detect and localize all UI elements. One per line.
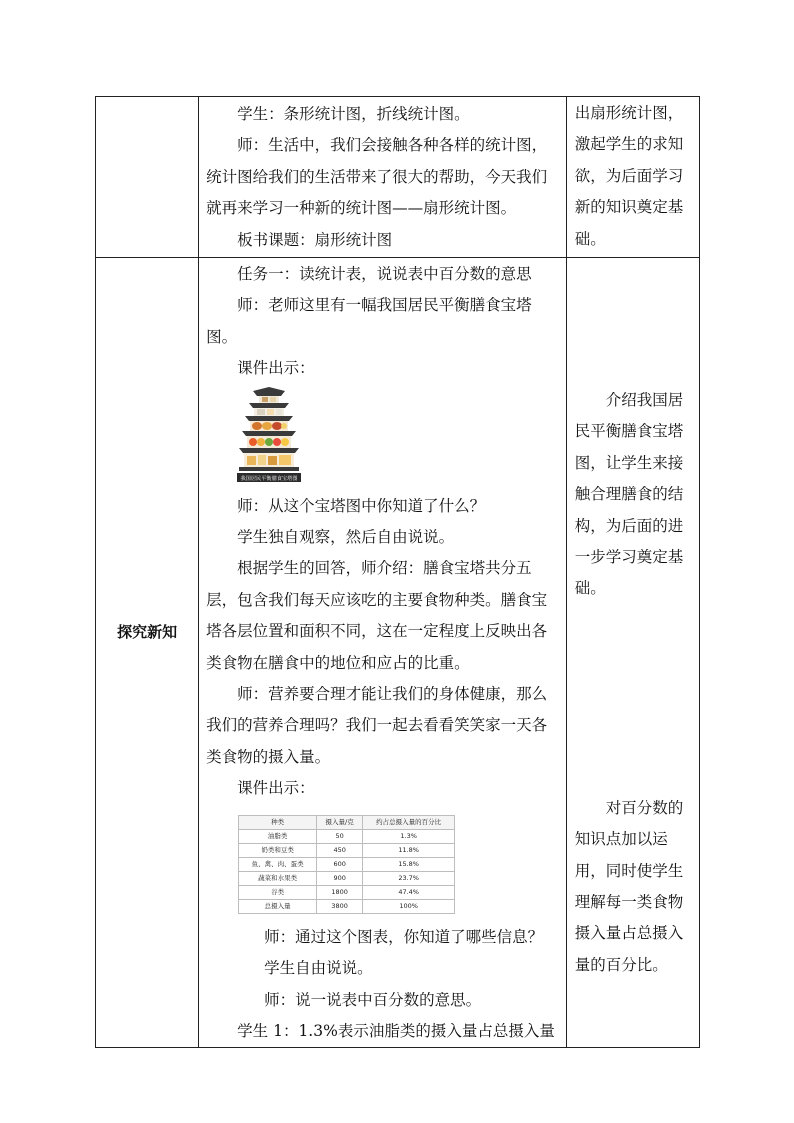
section-cell (96, 97, 199, 258)
table-cell: 100% (363, 899, 455, 913)
column-header: 约占总摄入量的百分比 (363, 815, 455, 829)
table-cell: 蔬菜和水果类 (239, 871, 317, 885)
content-cell (199, 97, 567, 258)
section-cell (96, 258, 199, 1048)
lesson-plan-table (95, 96, 700, 1048)
content-cell (199, 258, 567, 1048)
table-cell: 47.4% (363, 885, 455, 899)
paragraph: 师：说一说表中百分数的意思。 (264, 990, 482, 1009)
table-cell: 总摄入量 (239, 899, 317, 913)
food-intake-table (238, 815, 455, 914)
table-row (239, 843, 455, 857)
table-cell: 450 (317, 843, 363, 857)
design-note: 介绍我国居民平衡膳食宝塔图，让学生来接触合理膳食的结构，为后面的进一步学习奠定基础。 (574, 391, 684, 598)
column-header: 种类 (239, 815, 317, 829)
table-cell: 600 (317, 857, 363, 871)
paragraph: 根据学生的回答，师介绍：膳食宝塔共分五层，包含我们每天应该吃的主要食物种类。膳食宝塔各层位置和面积不同，这在一定程度上反映出各类食物在膳食中的地位和应占的比重。 (206, 559, 548, 672)
paragraph: 学生：条形统计图，折线统计图。 (237, 105, 470, 123)
paragraph: 师：老师这里有一幅我国居民平衡膳食宝塔图。 (206, 296, 532, 346)
table-cell: 1800 (317, 885, 363, 899)
paragraph: 师：生活中，我们会接触各种各样的统计图，统计图给我们的生活带来了很大的帮助，今天我们就再来学习一种新的统计图——扇形统计图。 (206, 136, 548, 218)
table-cell: 15.8% (363, 857, 455, 871)
paragraph: 学生独自观察，然后自由说说。 (237, 528, 455, 547)
table-cell: 鱼、禽、肉、蛋类 (239, 857, 317, 871)
table-row (239, 857, 455, 871)
table-row (96, 97, 700, 258)
paragraph: 课件出示： (237, 779, 315, 798)
note-cell (566, 258, 699, 1048)
table-cell: 1.3% (363, 829, 455, 843)
pyramid-caption: 我国居民平衡膳食宝塔图 (240, 475, 298, 482)
section-title: 探究新知 (117, 623, 178, 641)
note-cell (566, 97, 699, 258)
paragraph: 师：从这个宝塔图中你知道了什么？ (237, 496, 486, 515)
paragraph: 课件出示： (237, 359, 315, 378)
table-cell: 23.7% (363, 871, 455, 885)
table-cell: 11.8% (363, 843, 455, 857)
table-cell: 50 (317, 829, 363, 843)
design-note: 对百分数的知识点加以运用，同时使学生理解每一类食物摄入量占总摄入量的百分比。 (574, 798, 684, 974)
table-row (239, 829, 455, 843)
table-cell: 谷类 (239, 885, 317, 899)
column-header: 摄入量/克 (317, 815, 363, 829)
table-cell: 奶类和豆类 (239, 843, 317, 857)
paragraph: 师：通过这个图表，你知道了哪些信息？ (264, 927, 544, 946)
food-pyramid-image (199, 387, 566, 489)
table-row (239, 885, 455, 899)
table-cell: 900 (317, 871, 363, 885)
paragraph: 学生自由说说。 (264, 959, 373, 978)
paragraph: 板书课题：扇形统计图 (237, 230, 393, 249)
table-row (239, 871, 455, 885)
table-cell: 3800 (317, 899, 363, 913)
design-note: 出扇形统计图，激起学生的求知欲，为后面学习新的知识奠定基础。 (574, 104, 684, 248)
table-row (239, 899, 455, 913)
table-header-row (239, 815, 455, 829)
paragraph: 师：营养要合理才能让我们的身体健康，那么我们的营养合理吗？我们一起去看看笑笑家一天各类食物的摄入量。 (206, 685, 548, 766)
table-row (96, 258, 700, 1048)
paragraph: 学生 1：1.3%表示油脂类的摄入量占总摄入量 (237, 1021, 555, 1040)
table-cell: 油脂类 (239, 829, 317, 843)
paragraph: 任务一：读统计表，说说表中百分数的意思 (237, 265, 532, 283)
